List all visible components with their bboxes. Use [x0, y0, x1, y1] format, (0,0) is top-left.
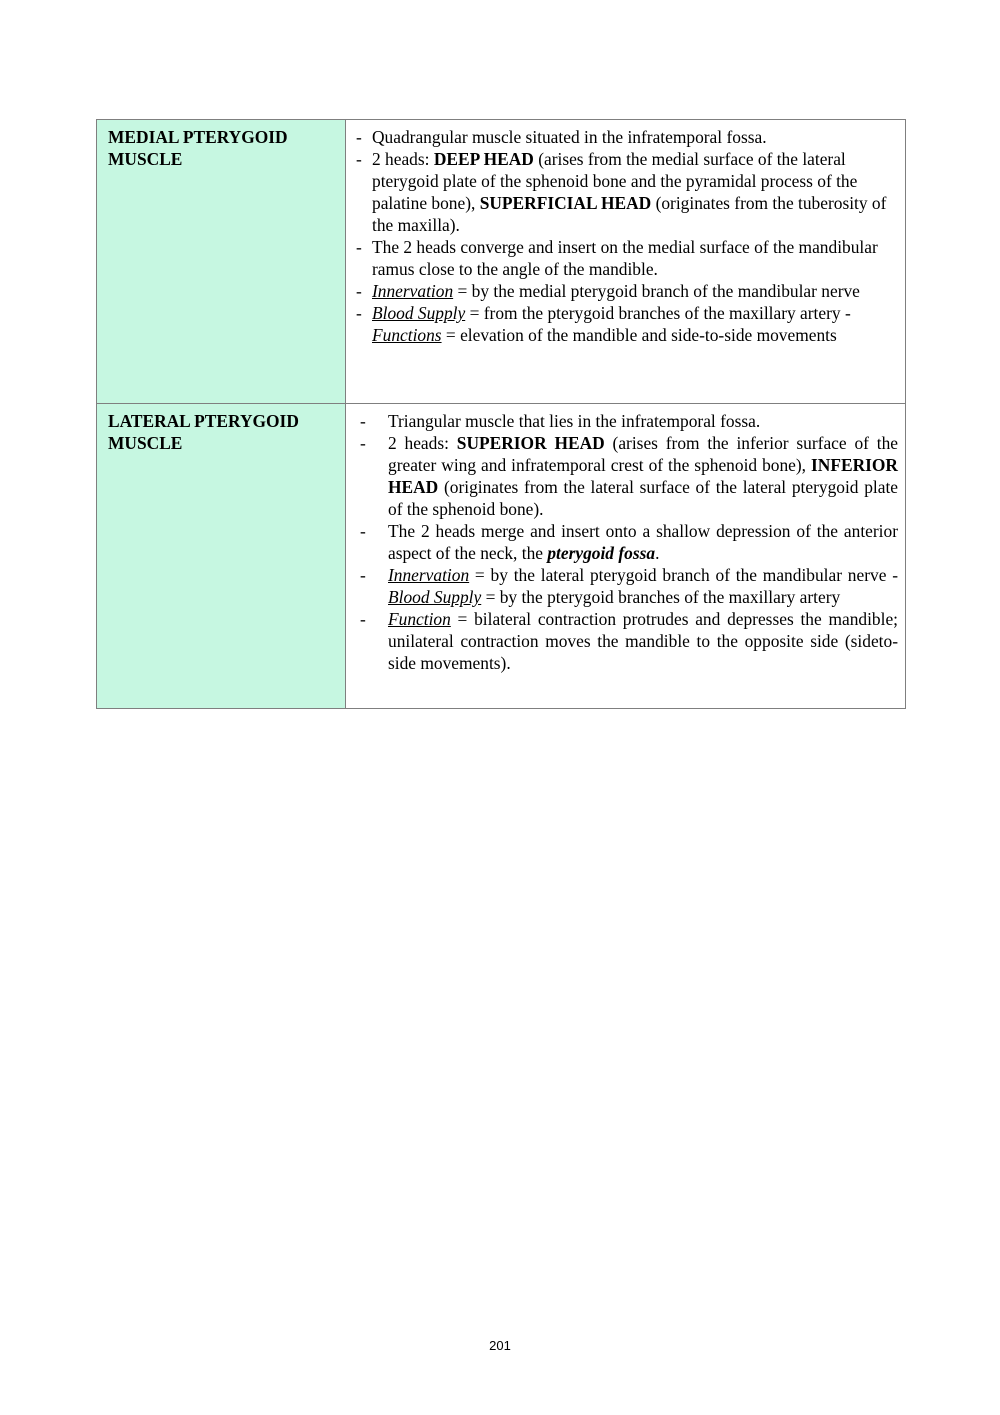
underlined-term: Blood Supply: [372, 303, 466, 323]
muscle-description-cell: [346, 120, 906, 404]
list-item: [356, 280, 895, 302]
item-text: 2 heads:: [372, 149, 434, 169]
item-text: = by the pterygoid branches of the maxillary artery: [481, 587, 841, 607]
muscle-name-cell: [97, 120, 346, 404]
page-number: 201: [489, 1338, 511, 1353]
list-item: [356, 302, 895, 346]
list-dash: -: [356, 281, 362, 301]
muscle-name-line: MEDIAL PTERYGOID: [108, 127, 288, 147]
item-text: (originates from the lateral surface of the lateral pterygoid plate of the sphenoid bone).: [388, 477, 898, 519]
list-item: [360, 410, 898, 432]
item-text: (arises from the inferior surface of the greater wing and infratemporal crest of the sphenoid bone),: [388, 433, 898, 475]
muscle-name-line: MUSCLE: [108, 433, 183, 453]
underlined-term: Innervation: [372, 281, 454, 301]
list-item: [356, 126, 895, 148]
list-item: [360, 608, 898, 674]
muscle-name-line: MUSCLE: [108, 149, 183, 169]
item-text: The 2 heads merge and insert onto a shallow depression of the anterior aspect of the neck, the: [388, 521, 898, 563]
list-item: [360, 432, 898, 520]
item-text: Triangular muscle that lies in the infratemporal fossa.: [388, 411, 761, 431]
list-dash: -: [360, 411, 366, 431]
muscle-name-cell: [97, 404, 346, 709]
description-list: [346, 120, 905, 390]
item-text: The 2 heads converge and insert on the medial surface of the mandibular ramus close to the angle of the mandible.: [372, 237, 878, 279]
muscle-table: [96, 119, 906, 709]
list-item: [356, 236, 895, 280]
muscle-name-line: LATERAL PTERYGOID: [108, 411, 299, 431]
bold-term: SUPERFICIAL HEAD: [479, 193, 652, 213]
underlined-term: Blood Supply: [388, 587, 482, 607]
bold-term: SUPERIOR HEAD: [456, 433, 605, 453]
table-row: [97, 120, 906, 404]
underlined-term: Innervation: [388, 565, 470, 585]
list-dash: -: [360, 433, 366, 453]
list-dash: -: [360, 565, 366, 585]
item-text: = from the pterygoid branches of the maxillary artery -: [465, 303, 851, 323]
list-dash: -: [356, 303, 362, 323]
list-item: [360, 564, 898, 608]
list-dash: -: [356, 127, 362, 147]
list-item: [356, 148, 895, 236]
list-dash: -: [356, 237, 362, 257]
list-dash: -: [356, 149, 362, 169]
list-dash: -: [360, 609, 366, 629]
list-dash: -: [360, 521, 366, 541]
underlined-term: Function: [388, 609, 451, 629]
list-item: [360, 520, 898, 564]
underlined-term: Functions: [372, 325, 442, 345]
item-text: = by the medial pterygoid branch of the mandibular nerve: [453, 281, 860, 301]
muscle-name: [97, 404, 345, 454]
item-text: (originates from the tuberosity of the maxilla).: [372, 193, 887, 235]
bold-term: DEEP HEAD: [433, 149, 534, 169]
item-text: (arises from the medial surface of the lateral pterygoid plate of the sphenoid bone and the pyramidal process of the palatine bone),: [372, 149, 858, 213]
item-text: = elevation of the mandible and side-to-side movements: [441, 325, 837, 345]
muscle-description-cell: [346, 404, 906, 709]
bold-term: INFERIOR HEAD: [388, 455, 898, 497]
item-text: = bilateral contraction protrudes and depresses the mandible; unilateral contraction moves the mandible to the opposite side (sideto-side movements).: [388, 609, 898, 673]
item-text: Quadrangular muscle situated in the infratemporal fossa.: [372, 127, 767, 147]
muscle-name: [97, 120, 345, 170]
description-list: [346, 404, 905, 682]
table-row: [97, 404, 906, 709]
bold-italic-term: pterygoid fossa: [547, 543, 656, 563]
item-text: 2 heads:: [388, 433, 457, 453]
item-text: .: [655, 543, 660, 563]
item-text: = by the lateral pterygoid branch of the mandibular nerve -: [469, 565, 898, 585]
